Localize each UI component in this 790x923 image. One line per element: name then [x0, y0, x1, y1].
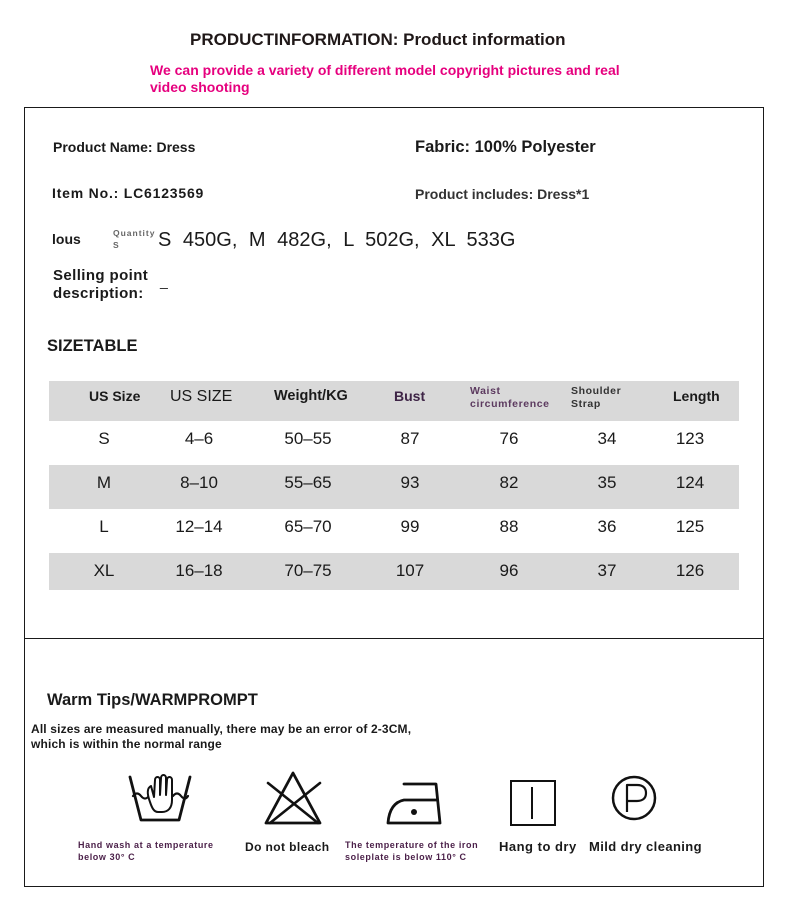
fabric-info: Fabric: 100% Polyester	[415, 138, 596, 156]
table-cell-waist: 96	[499, 561, 519, 580]
table-cell-weight: 50–55	[284, 429, 332, 448]
hang-dry-label	[499, 839, 577, 855]
hand-wash-icon	[128, 772, 194, 826]
weight-label: lous	[52, 231, 81, 247]
size-table-title: SIZETABLE	[47, 337, 138, 355]
selling-point-label-line-1: Selling point	[53, 267, 149, 284]
iron-icon	[384, 778, 444, 828]
product-includes: Product includes: Dress*1	[415, 186, 590, 202]
section-divider	[24, 638, 764, 639]
no-bleach-label	[245, 839, 330, 855]
table-cell-length: 123	[675, 429, 705, 448]
column-header-length: Length	[673, 388, 720, 404]
selling-point-label	[53, 267, 148, 303]
item-number: Item No.: LC6123569	[52, 185, 205, 201]
hang-dry-label-line-1: Hang to dry	[499, 839, 577, 854]
hand-wash-label	[78, 839, 214, 863]
table-cell-us-size: XL	[93, 561, 115, 580]
table-cell-length: 124	[675, 473, 705, 492]
warm-tips-note-line-1: All sizes are measured manually, there may be an error of 2-3CM,	[31, 722, 412, 736]
table-cell-bust: 107	[395, 561, 425, 580]
table-cell-shoulder-strap: 35	[597, 473, 617, 492]
table-row	[49, 509, 739, 553]
table-cell-us-size-number: 16–18	[175, 561, 223, 580]
table-cell-us-size: M	[96, 473, 112, 492]
table-cell-us-size: S	[98, 429, 110, 448]
iron-label	[345, 839, 478, 863]
table-cell-shoulder-strap: 36	[597, 517, 617, 536]
warm-tips-note-line-2: which is within the normal range	[31, 737, 222, 751]
table-cell-length: 125	[675, 517, 705, 536]
quantity-suffix: S	[113, 240, 120, 250]
table-cell-bust: 99	[400, 517, 420, 536]
product-name: Product Name: Dress	[53, 139, 196, 155]
selling-point-value: _	[160, 273, 168, 289]
table-cell-length: 126	[675, 561, 705, 580]
column-header-waist: Waist circumference	[470, 385, 550, 410]
hand-wash-label-line-1: Hand wash at a temperature	[78, 840, 214, 850]
no-bleach-icon	[262, 770, 324, 826]
table-cell-shoulder-strap: 37	[597, 561, 617, 580]
column-header-shoulder-strap: Shoulder Strap	[571, 385, 622, 410]
no-bleach-label-line-1: Do not bleach	[245, 840, 330, 854]
weight-values: S 450G, M 482G, L 502G, XL 533G	[158, 229, 516, 251]
warm-tips-note	[31, 722, 411, 752]
column-header-weight: Weight/KG	[274, 388, 348, 404]
table-cell-waist: 88	[499, 517, 519, 536]
table-cell-weight: 65–70	[284, 517, 332, 536]
selling-point-label-line-2: description:	[53, 285, 144, 302]
dry-clean-label-line-1: Mild dry cleaning	[589, 839, 702, 854]
table-row	[49, 553, 739, 590]
dry-clean-icon	[611, 775, 657, 821]
column-header-us-size: US Size	[89, 388, 141, 404]
table-row	[49, 421, 739, 465]
page-title: PRODUCTINFORMATION: Product information	[190, 30, 566, 49]
table-cell-us-size-number: 8–10	[180, 473, 218, 492]
iron-label-line-2: soleplate is below 110° C	[345, 852, 467, 862]
iron-label-line-1: The temperature of the iron	[345, 840, 479, 850]
table-cell-weight: 55–65	[284, 473, 332, 492]
column-header-us-size-number: US SIZE	[170, 388, 233, 405]
dry-clean-label	[589, 839, 702, 855]
size-table-header-row	[49, 381, 739, 421]
hang-dry-icon	[509, 779, 557, 827]
warm-tips-title: Warm Tips/WARMPROMPT	[47, 691, 258, 709]
table-cell-bust: 93	[400, 473, 420, 492]
hand-wash-label-line-2: below 30° C	[78, 852, 136, 862]
quantity-label: Quantity	[113, 228, 156, 238]
table-cell-shoulder-strap: 34	[597, 429, 617, 448]
table-cell-us-size: L	[99, 517, 109, 536]
promo-subtitle-line-1: We can provide a variety of different model copyright pictures and real	[150, 62, 620, 78]
column-header-bust: Bust	[394, 388, 426, 404]
promo-subtitle-line-2: video shooting	[150, 79, 250, 95]
table-cell-waist: 82	[499, 473, 519, 492]
table-cell-us-size-number: 4–6	[184, 429, 214, 448]
table-cell-weight: 70–75	[284, 561, 332, 580]
table-row	[49, 465, 739, 509]
table-cell-waist: 76	[499, 429, 519, 448]
table-cell-us-size-number: 12–14	[175, 517, 223, 536]
table-cell-bust: 87	[400, 429, 420, 448]
